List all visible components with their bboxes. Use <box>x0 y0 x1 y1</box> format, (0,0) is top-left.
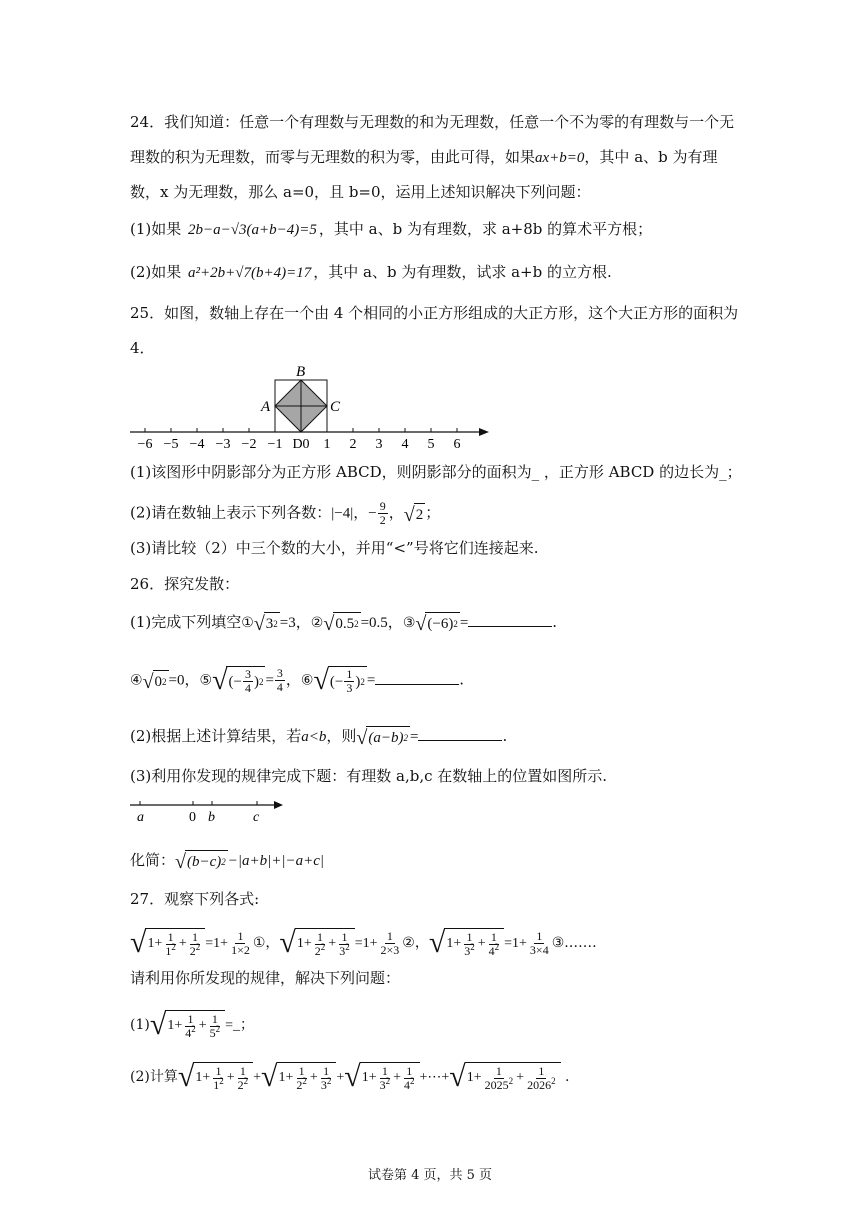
q27-part2-label: (2)计算 <box>130 1069 178 1085</box>
q26-title: 26．探究发散： <box>130 575 240 593</box>
part1-sqrt: √ 1+ $\frac{1}{4^2}$ + $\frac{1}{5^2}$ <box>150 1010 225 1040</box>
q26-label-b: b <box>208 810 215 825</box>
q25-number-sqrt: √ 2 <box>403 503 424 526</box>
tick-label: 1 <box>323 437 331 452</box>
fraction-denominator: 2 <box>379 513 386 527</box>
q26-part1-row1: (1)完成下列填空① √ 3 2 =3，② √ 0.5 2 =0.5，③ √ (−6) 2 = . <box>130 613 558 635</box>
q26-label-0: 0 <box>189 810 196 825</box>
q24-part1-suffix: ，其中 a、b 为有理数，求 a+8b 的算术平方根； <box>318 220 653 238</box>
tick-label: 3 <box>375 437 383 452</box>
q24-part1 <box>130 219 652 240</box>
tick-label: −1 <box>267 437 283 452</box>
q26-part1-row2: ④ √ 0 2 =0，⑤ √ (− $\frac{3}{4}$ ) 2 = $\frac{3}{4}$ ，⑥ √ (− $\frac{1}{3}$ ) 2 = . <box>130 665 465 696</box>
q27-ellipsis: …… <box>568 935 597 951</box>
sum-term-1: √ 1+ $\frac{1}{1^2}$ + $\frac{1}{2^2}$ <box>178 1062 253 1092</box>
sqrt-radicand: 2 <box>414 503 426 525</box>
equation-2-result: =0.5 <box>360 615 388 631</box>
circled-5: ⑤ <box>199 672 213 689</box>
equation-4-result: =0 <box>168 672 185 689</box>
circled-1: ① <box>241 615 254 631</box>
q24-part2-prefix: (2)如果 <box>130 263 182 281</box>
q27-part2: (2)计算 √ 1+ $\frac{1}{1^2}$ + $\frac{1}{2^2}$ + √ 1+ $\frac{1}{2^2}$ + $\frac{1}{3^2}$ + √ 1+ $\frac{1}{3^2}$ + $\frac{1}{4^2}$ +⋯+ √ 1+ $\frac{1}{2025^2}$ + $\frac{1}{2026^2}$ . <box>130 1060 570 1093</box>
q25-part1: (1)该图形中阴影部分为正方形 ABCD，则阴影部分的面积为_ ，正方形 ABCD 的边长为_； <box>130 463 742 481</box>
example-sqrt-1: √ 1+ $\frac{1}{1^2}$ + $\frac{1}{2^2}$ <box>130 928 205 958</box>
q24-line2-text-a: 理数的积为无理数，而零与无理数的积为零，由此可得，如果 <box>130 148 536 166</box>
q25-part3: (3)请比较（2）中三个数的大小，并用“<”号将它们连接起来. <box>130 539 539 557</box>
point-label-a: A <box>261 399 271 415</box>
tick-label: −6 <box>137 437 153 452</box>
q27-intro: 请利用你所发现的规律，解决下列问题： <box>130 969 401 987</box>
sqrt-neg-three-quarters-squared: √ (− $\frac{3}{4}$ ) 2 <box>212 665 264 696</box>
circled-3: ③ <box>402 615 416 631</box>
q25-number-abs: |−4| <box>331 505 354 522</box>
sqrt-b-minus-c-squared: √ (b−c) 2 <box>175 851 226 873</box>
q26-axis-arrow <box>274 801 283 809</box>
sqrt-neg-one-third-squared: √ (− $\frac{1}{3}$ ) 2 <box>313 665 365 696</box>
q26-part1-prefix: (1)完成下列填空 <box>130 613 242 631</box>
q26-simplify-label: 化简： <box>130 851 176 869</box>
q24-line2-text-b: ，其中 a、b 为有理 <box>584 148 718 166</box>
example-sqrt-3: √ 1+ $\frac{1}{3^2}$ + $\frac{1}{4^2}$ <box>429 928 504 958</box>
q27-part1-label: (1) <box>130 1017 150 1033</box>
q26-number-line-figure <box>128 796 288 826</box>
page-footer: 试卷第 4 页，共 5 页 <box>367 1168 493 1183</box>
tick-label: 6 <box>453 437 461 452</box>
q27-examples: √ 1+ $\frac{1}{1^2}$ + $\frac{1}{2^2}$ =1+ $\frac{1}{1\times 2}$ ①， √ 1+ $\frac{1}{2^2}$ + $\frac{1}{3^2}$ =1+ $\frac{1}{2\times 3}$ ②， √ 1+ $\frac{1}{3^2}$ + $\frac{1}{4^2}$ =1+ $\frac{1}{3\times 4}$ ③.…… <box>130 926 597 959</box>
fraction-numerator: 9 <box>379 499 386 513</box>
result-numerator: 3 <box>276 666 283 680</box>
result-denominator: 4 <box>276 680 283 694</box>
q24-part1-equation: 2b−a−√3(a+b−4)=5 <box>188 222 317 238</box>
circled-2: ② <box>310 615 324 631</box>
q24-line2 <box>130 147 718 168</box>
number-line-arrow <box>479 428 489 436</box>
answer-blank-3[interactable] <box>468 626 552 627</box>
tick-label: −5 <box>163 437 179 452</box>
big-b: 2026 <box>527 1077 552 1092</box>
sqrt-0-5-squared: √ 0.5 2 <box>323 613 359 635</box>
q26-part3: (3)利用你发现的规律完成下题：有理数 a,b,c 在数轴上的位置如图所示. <box>130 767 608 785</box>
circled-4: ④ <box>130 672 143 689</box>
equation-1-result: =3 <box>279 615 296 631</box>
q24-line3: 数，x 为无理数，那么 a=0，且 b=0，运用上述知识解决下列问题： <box>130 183 591 201</box>
tick-label: 5 <box>427 437 435 452</box>
q24-line2-equation: ax+b=0 <box>535 150 585 166</box>
q25-number-fraction <box>378 500 388 527</box>
q27-title: 27．观察下列各式: <box>130 890 260 908</box>
q25-part2-prefix: (2)请在数轴上表示下列各数： <box>130 503 332 522</box>
answer-blank-6[interactable] <box>375 684 459 685</box>
q25-line2: 4． <box>130 339 155 357</box>
point-label-b: B <box>296 364 306 380</box>
q27-part1: (1) √ 1+ $\frac{1}{4^2}$ + $\frac{1}{5^2}$ =_； <box>130 1008 255 1041</box>
point-label-c: C <box>330 399 341 415</box>
q25-part2: (2)请在数轴上表示下列各数：|−4|，− $\frac{9}{2}$ ， √ 2 ； <box>130 499 441 527</box>
q24-line1: 24．我们知道：任意一个有理数与无理数的和为无理数，任意一个不为零的有理数与一个无 <box>130 113 735 131</box>
sum-term-3: √ 1+ $\frac{1}{3^2}$ + $\frac{1}{4^2}$ <box>344 1062 419 1092</box>
q24-part2-equation: a²+2b+√7(b+4)=17 <box>188 265 312 281</box>
sum-term-2: √ 1+ $\frac{1}{2^2}$ + $\frac{1}{3^2}$ <box>261 1062 336 1092</box>
tick-label: D0 <box>292 437 310 452</box>
tick-label: 2 <box>349 437 357 452</box>
q25-number-line-figure <box>125 360 495 452</box>
big-a: 2025 <box>484 1077 509 1092</box>
q26-label-c: c <box>253 810 260 825</box>
q25-line1: 25．如图，数轴上存在一个由 4 个相同的小正方形组成的大正方形，这个大正方形的面积为 <box>130 304 739 322</box>
q26-label-a: a <box>137 810 144 825</box>
example-sqrt-2: √ 1+ $\frac{1}{2^2}$ + $\frac{1}{3^2}$ <box>279 928 354 958</box>
sqrt-3-squared: √ 3 2 <box>253 613 278 635</box>
tick-label: −3 <box>215 437 231 452</box>
sum-term-last: √ 1+ $\frac{1}{2025^2}$ + $\frac{1}{2026^2}$ <box>449 1062 560 1092</box>
sqrt-a-minus-b-squared: √ (a−b) 2 <box>356 727 408 749</box>
q24-part2-suffix: ，其中 a、b 为有理数，试求 a+b 的立方根. <box>313 263 612 281</box>
tick-label: −4 <box>189 437 205 452</box>
q26-simplify-expression: −|a+b|+|−a+c| <box>227 853 325 869</box>
tick-label: 4 <box>401 437 409 452</box>
q26-part2-condition: a<b <box>301 729 327 745</box>
equation-5-result <box>275 667 285 694</box>
q26-part2: (2)根据上述计算结果，若a<b，则 √ (a−b) 2 = . <box>130 727 508 749</box>
tick-label: −2 <box>241 437 257 452</box>
q26-part2-then: ，则 <box>326 727 357 745</box>
q24-part1-prefix: (1)如果 <box>130 220 182 238</box>
sqrt-neg6-squared: √ (−6) 2 <box>415 613 458 635</box>
circled-6: ⑥ <box>300 672 314 689</box>
q26-simplify <box>130 850 324 872</box>
q24-part2 <box>130 262 612 283</box>
sqrt-0-squared: √ 0 2 <box>142 670 167 693</box>
q26-part2-prefix: (2)根据上述计算结果，若 <box>130 727 302 745</box>
answer-blank-part2[interactable] <box>418 740 502 741</box>
